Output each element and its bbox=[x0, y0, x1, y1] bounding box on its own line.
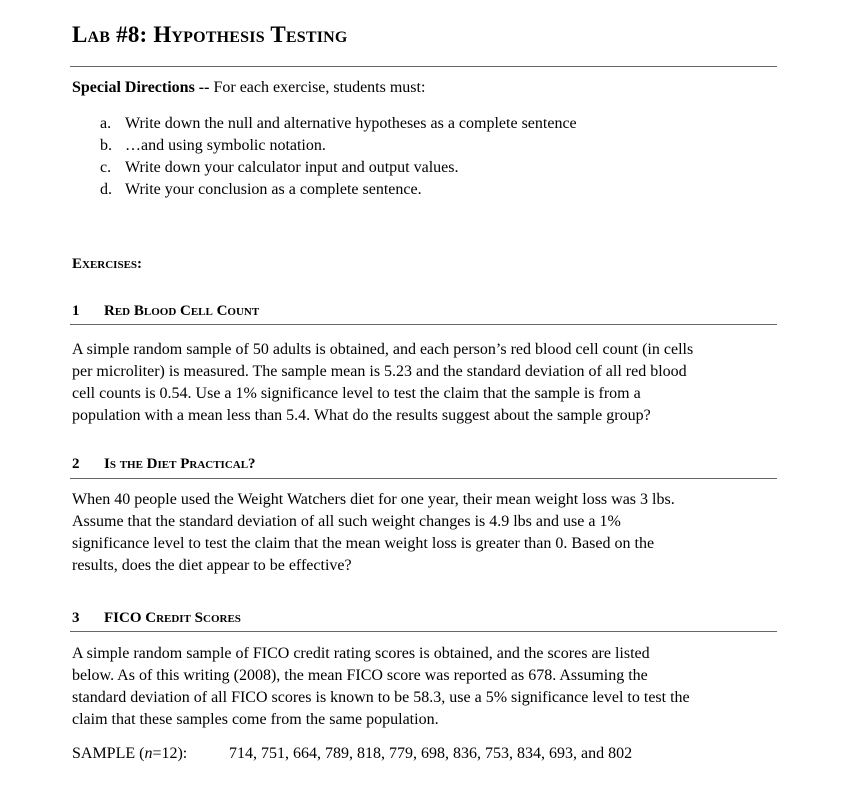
text-line: results, does the diet appear to be effective? bbox=[72, 557, 352, 574]
sample-data bbox=[72, 745, 632, 763]
exercises-heading: Exercises: bbox=[72, 256, 143, 272]
directions-text: For each exercise, students must: bbox=[213, 79, 426, 96]
text-line: significance level to test the claim that the mean weight loss is greater than 0. Based on the bbox=[72, 535, 655, 552]
exercise-3-text bbox=[72, 643, 782, 731]
text-line: claim that these samples come from the same population. bbox=[72, 711, 439, 728]
sample-values: 714, 751, 664, 789, 818, 779, 698, 836, 753, 834, 693, and 802 bbox=[229, 745, 633, 762]
list-item-text: Write your conclusion as a complete sentence. bbox=[125, 181, 422, 198]
list-marker: d. bbox=[100, 181, 112, 198]
list-item bbox=[100, 179, 577, 201]
text-line: per microliter) is measured. The sample mean is 5.23 and the standard deviation of all red blood bbox=[72, 363, 687, 380]
text-line: below. As of this writing (2008), the mean FICO score was reported as 678. Assuming the bbox=[72, 667, 648, 684]
list-marker: a. bbox=[100, 115, 112, 132]
exercise-number: 1 bbox=[72, 303, 80, 319]
list-item bbox=[100, 157, 577, 179]
text-line: population with a mean less than 5.4. What do the results suggest about the sample group? bbox=[72, 407, 651, 424]
exercise-number: 2 bbox=[72, 456, 80, 472]
list-marker: c. bbox=[100, 159, 112, 176]
list-item-text: …and using symbolic notation. bbox=[125, 137, 326, 154]
section-divider bbox=[70, 631, 777, 632]
directions-heading: Special Directions -- bbox=[72, 79, 210, 96]
exercise-2-heading bbox=[72, 456, 256, 473]
text-line: A simple random sample of 50 adults is obtained, and each person’s red blood cell count (in cells bbox=[72, 341, 694, 358]
text-line: Assume that the standard deviation of all such weight changes is 4.9 lbs and use a 1% bbox=[72, 513, 621, 530]
list-item bbox=[100, 113, 577, 135]
special-directions bbox=[72, 79, 425, 97]
exercise-number: 3 bbox=[72, 610, 80, 626]
title-divider bbox=[70, 66, 777, 67]
exercise-2-text bbox=[72, 489, 782, 577]
list-marker: b. bbox=[100, 137, 112, 154]
exercise-title: Is the Diet Practical? bbox=[104, 456, 256, 472]
exercise-title: FICO Credit Scores bbox=[104, 610, 241, 626]
exercise-3-heading bbox=[72, 610, 241, 627]
section-divider bbox=[70, 478, 777, 479]
list-item-text: Write down your calculator input and output values. bbox=[125, 159, 459, 176]
exercise-1-text bbox=[72, 339, 782, 427]
directions-list bbox=[100, 113, 577, 201]
text-line: cell counts is 0.54. Use a 1% significance level to test the claim that the sample is from a bbox=[72, 385, 641, 402]
exercise-1-heading bbox=[72, 303, 259, 320]
sample-label: SAMPLE (n=12): bbox=[72, 745, 188, 762]
text-line: When 40 people used the Weight Watchers diet for one year, their mean weight loss was 3 lbs. bbox=[72, 491, 675, 508]
text-line: standard deviation of all FICO scores is known to be 58.3, use a 5% significance level to test the bbox=[72, 689, 690, 706]
exercise-title: Red Blood Cell Count bbox=[104, 303, 260, 319]
list-item bbox=[100, 135, 577, 157]
text-line: A simple random sample of FICO credit rating scores is obtained, and the scores are listed bbox=[72, 645, 650, 662]
page-title: Lab #8: Hypothesis Testing bbox=[72, 22, 348, 47]
section-divider bbox=[70, 324, 777, 325]
list-item-text: Write down the null and alternative hypotheses as a complete sentence bbox=[125, 115, 577, 132]
